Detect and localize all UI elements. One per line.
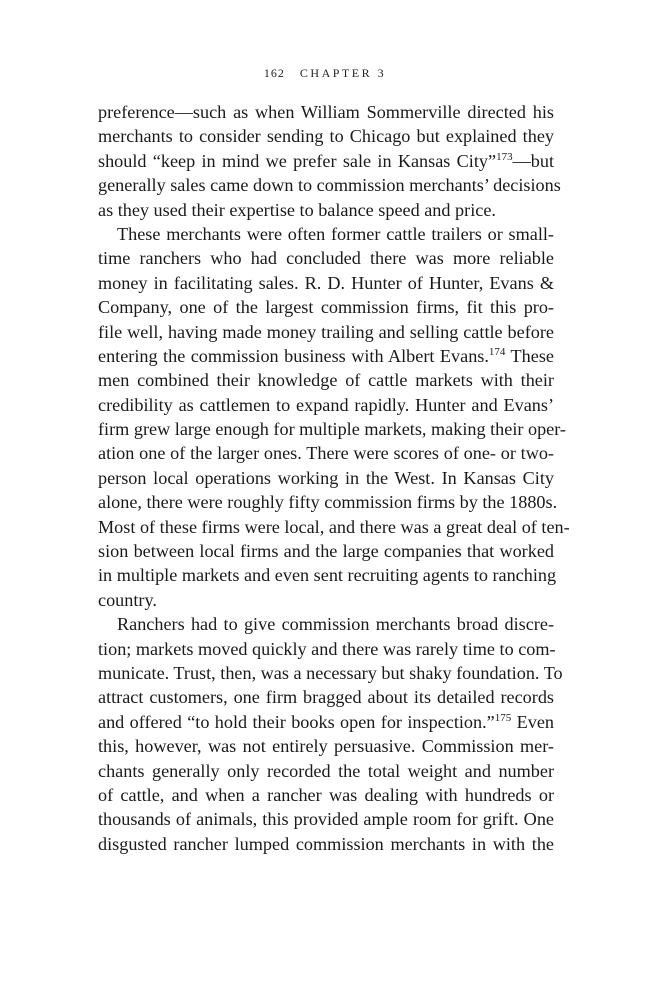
line-text-continued: These	[505, 345, 554, 366]
text-line	[98, 661, 563, 685]
line-text-continued: Even	[511, 711, 554, 732]
text-line	[98, 271, 554, 295]
text-line	[98, 417, 566, 441]
text-line	[98, 368, 554, 392]
text-line	[98, 198, 554, 222]
text-line	[98, 246, 554, 270]
text-line	[98, 344, 554, 368]
line-text: person local operations working in the West. In Kansas City	[98, 467, 554, 488]
line-text: Most of these firms were local, and there was a great deal of ten-	[98, 516, 570, 537]
footnote-ref: 174	[488, 345, 506, 358]
line-text: preference—such as when William Sommerville directed his	[98, 102, 554, 122]
text-line	[98, 563, 557, 587]
line-text: firm grew large enough for multiple markets, making their oper-	[98, 419, 566, 440]
text-line	[98, 173, 561, 197]
line-text: country.	[98, 589, 157, 610]
line-text: Company, one of the largest commission firms, fit this pro-	[98, 297, 554, 318]
body-text	[98, 100, 570, 856]
line-text: generally sales came down to commission merchants’ decisions	[98, 175, 561, 196]
line-text: credibility as cattlemen to expand rapidly. Hunter and Evans’	[98, 394, 554, 415]
line-text: of cattle, and when a rancher was dealing with hundreds or	[98, 784, 554, 805]
text-line	[98, 222, 554, 246]
text-line	[98, 734, 554, 758]
line-text: attract customers, one firm bragged about its detailed records	[98, 687, 554, 708]
text-line	[98, 710, 554, 734]
text-line	[98, 685, 554, 709]
line-text: Ranchers had to give commission merchants broad discre-	[117, 614, 554, 635]
line-text: municate. Trust, then, was a necessary but shaky foundation. To	[98, 662, 563, 683]
text-line	[98, 490, 558, 514]
line-text: These merchants were often former cattle trailers or small-	[117, 223, 554, 244]
text-line	[98, 832, 554, 856]
line-text: this, however, was not entirely persuasive. Commission mer-	[98, 736, 554, 757]
text-line	[98, 807, 554, 831]
line-text: disgusted rancher lumped commission merchants in with the	[98, 833, 554, 854]
text-line	[98, 515, 570, 539]
line-text: time ranchers who had concluded there was more reliable	[98, 248, 554, 269]
text-line	[98, 588, 554, 612]
text-line	[98, 539, 554, 563]
line-text: tion; markets moved quickly and there was rarely time to com-	[98, 638, 556, 659]
line-text: chants generally only recorded the total weight and number	[98, 760, 554, 781]
text-line	[98, 149, 554, 173]
text-line	[98, 124, 554, 148]
line-text: as they used their expertise to balance speed and price.	[98, 199, 496, 220]
text-line	[98, 393, 554, 417]
text-line	[98, 466, 554, 490]
footnote-ref: 173	[496, 150, 513, 163]
line-text-continued: —but	[512, 150, 554, 171]
text-line	[98, 612, 554, 636]
line-text: in multiple markets and even sent recruiting agents to ranching	[98, 565, 557, 586]
line-text: men combined their knowledge of cattle markets with their	[98, 370, 554, 391]
line-text: ation one of the larger ones. There were scores of one- or two-	[98, 443, 554, 464]
line-text: merchants to consider sending to Chicago but explained they	[98, 126, 554, 147]
text-line	[98, 637, 554, 661]
line-text: sion between local firms and the large companies that worked	[98, 541, 554, 562]
line-text: and offered “to hold their books open for inspection.”	[98, 711, 495, 732]
text-line	[98, 100, 554, 124]
line-text: should “keep in mind we prefer sale in Kansas City”	[98, 150, 497, 171]
text-line	[98, 320, 554, 344]
line-text: thousands of animals, this provided ample room for grift. One	[98, 809, 554, 830]
line-text: file well, having made money trailing and selling cattle before	[98, 321, 554, 342]
line-text: money in facilitating sales. R. D. Hunter of Hunter, Evans &	[98, 272, 554, 293]
text-line	[98, 441, 554, 465]
chapter-label: CHAPTER 3	[299, 66, 387, 80]
page-number: 162	[263, 66, 285, 80]
text-line	[98, 759, 554, 783]
footnote-ref: 175	[494, 711, 512, 724]
text-line	[98, 295, 554, 319]
running-head	[0, 66, 650, 81]
line-text: entering the commission business with Albert Evans.	[98, 345, 489, 366]
line-text: alone, there were roughly fifty commission firms by the 1880s.	[98, 492, 558, 513]
text-line	[98, 783, 554, 807]
